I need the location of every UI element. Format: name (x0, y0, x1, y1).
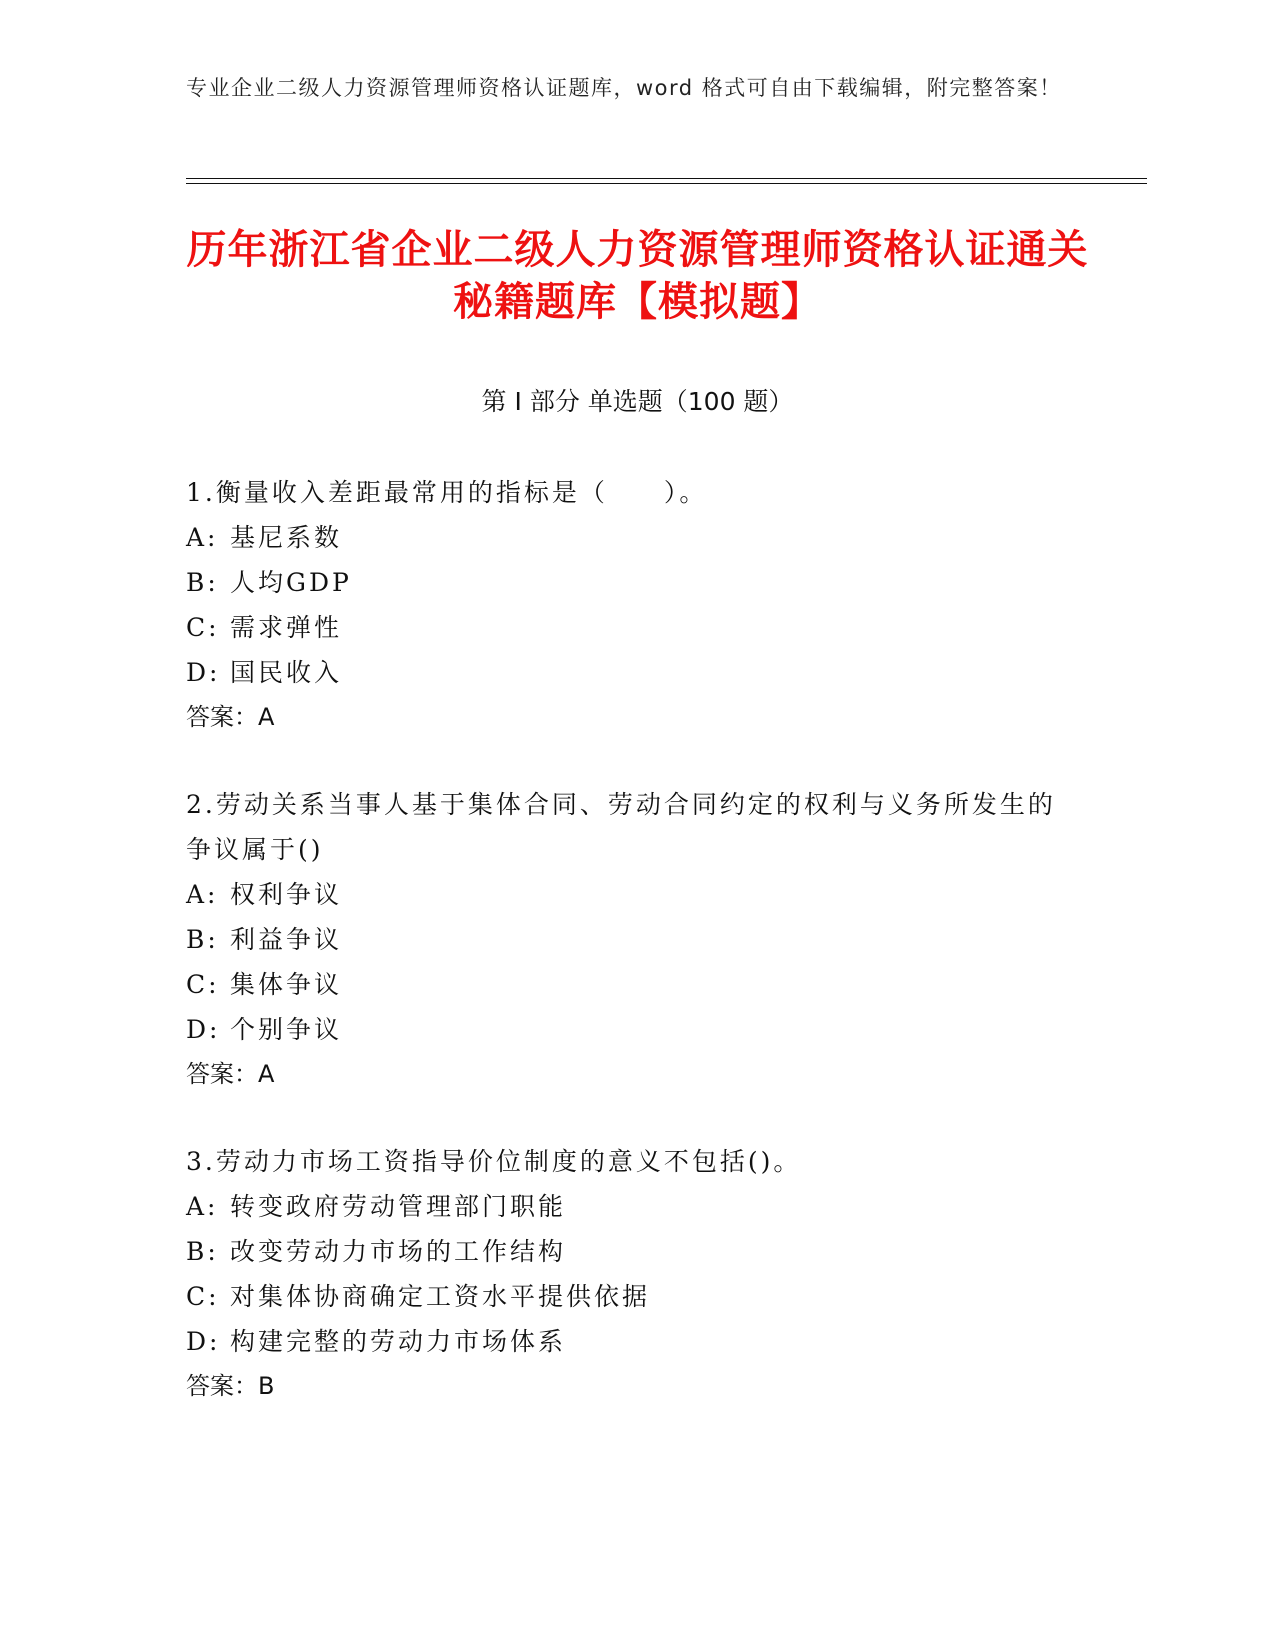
question-stem: 3.劳动力市场工资指导价位制度的意义不包括()。 (186, 1147, 802, 1176)
option-b (186, 917, 1066, 962)
option-text: 需求弹性 (230, 613, 343, 642)
question-stem: 2.劳动关系当事人基于集体合同、劳动合同约定的权利与义务所发生的争议属于() (186, 790, 1056, 864)
option-d (186, 1007, 1066, 1052)
option-text: 集体争议 (230, 970, 343, 999)
option-key: C: (186, 613, 220, 642)
option-a (186, 515, 1066, 560)
option-text: 国民收入 (230, 658, 343, 687)
option-text: 构建完整的劳动力市场体系 (230, 1327, 567, 1356)
header-divider-bottom (186, 183, 1147, 184)
option-a (186, 872, 1066, 917)
option-key: D: (186, 1015, 221, 1044)
option-key: C: (186, 1282, 220, 1311)
option-text: 人均GDP (230, 568, 352, 597)
option-text: 个别争议 (230, 1015, 343, 1044)
section-title: 第 I 部分 单选题（100 题） (481, 387, 794, 416)
option-text: 转变政府劳动管理部门职能 (230, 1192, 567, 1221)
option-b (186, 1229, 1066, 1274)
question-2 (186, 782, 1066, 1097)
option-key: A: (186, 1192, 219, 1221)
option-key: B: (186, 925, 219, 954)
header-note: 专业企业二级人力资源管理师资格认证题库，word 格式可自由下载编辑，附完整答案！ (186, 76, 1062, 100)
option-key: D: (186, 1327, 221, 1356)
answer-line: 答案：B (186, 1372, 275, 1400)
document-title: 历年浙江省企业二级人力资源管理师资格认证通关秘籍题库【模拟题】 (186, 227, 1089, 325)
option-key: A: (186, 880, 219, 909)
option-d (186, 1319, 1066, 1364)
question-3 (186, 1139, 1066, 1409)
option-c (186, 605, 1066, 650)
option-text: 改变劳动力市场的工作结构 (230, 1237, 567, 1266)
option-c (186, 962, 1066, 1007)
question-stem: 1.衡量收入差距最常用的指标是（ ）。 (186, 478, 708, 507)
question-1 (186, 470, 1066, 740)
option-key: B: (186, 1237, 219, 1266)
option-c (186, 1274, 1066, 1319)
option-key: A: (186, 523, 219, 552)
option-text: 基尼系数 (230, 523, 343, 552)
option-key: D: (186, 658, 221, 687)
option-text: 对集体协商确定工资水平提供依据 (230, 1282, 651, 1311)
header-divider-top (186, 178, 1147, 179)
option-b (186, 560, 1066, 605)
answer-line: 答案：A (186, 703, 275, 731)
question-list (186, 470, 1066, 1451)
option-text: 权利争议 (230, 880, 343, 909)
answer-line: 答案：A (186, 1060, 275, 1088)
option-d (186, 650, 1066, 695)
option-text: 利益争议 (230, 925, 343, 954)
option-key: B: (186, 568, 219, 597)
option-a (186, 1184, 1066, 1229)
option-key: C: (186, 970, 220, 999)
